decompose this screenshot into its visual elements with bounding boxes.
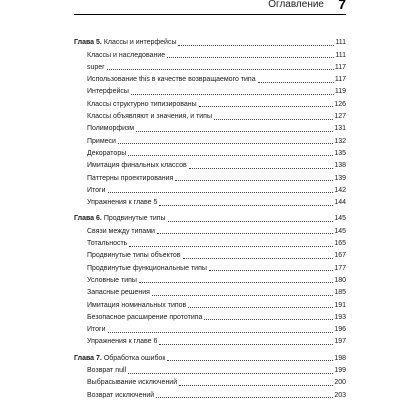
toc-entry-label	[74, 355, 166, 363]
header-title: Оглавление	[268, 0, 324, 10]
toc-page-number: 131	[334, 125, 346, 133]
toc-section-row	[74, 310, 346, 322]
toc-page-number: 145	[334, 227, 346, 235]
dot-leader	[118, 143, 333, 144]
dot-leader	[175, 180, 333, 181]
toc-section-row	[74, 60, 346, 72]
toc-section-row	[74, 223, 346, 235]
toc-page-number: 199	[334, 367, 346, 375]
toc-section-row	[74, 273, 346, 285]
toc-entry-label	[74, 101, 198, 109]
toc-entry-label	[74, 88, 130, 96]
dot-leader	[107, 69, 334, 70]
toc-page-number: 117	[334, 63, 346, 71]
dot-leader	[108, 332, 334, 333]
dot-leader	[178, 45, 334, 46]
toc-entry-title: Итоги	[87, 326, 106, 334]
dot-leader	[157, 233, 333, 234]
toc-page-number: 111	[335, 39, 346, 47]
toc-entry-title: Полиморфизм	[87, 125, 135, 133]
toc-chapter-row	[74, 350, 346, 362]
toc-entry-label	[74, 175, 174, 183]
toc-page-number: 193	[334, 313, 346, 321]
toc-chapter-row	[74, 211, 346, 223]
dot-leader	[214, 119, 333, 120]
toc-entry-title: Примеси	[87, 137, 116, 145]
toc-section-row	[74, 133, 346, 145]
toc-section-row	[74, 334, 346, 346]
running-header	[74, 0, 346, 15]
toc-entry-label	[74, 215, 167, 223]
table-of-contents	[74, 35, 346, 400]
toc-entry-title: Классы объявляют и значения, и типы	[87, 113, 213, 121]
toc-page-number: 126	[334, 100, 346, 108]
dot-leader	[189, 168, 334, 169]
toc-page-number: 117	[334, 76, 346, 84]
toc-page-number: 139	[334, 174, 346, 182]
toc-page-number: 200	[334, 379, 346, 387]
toc-section-row	[74, 146, 346, 158]
toc-section-row	[74, 322, 346, 334]
toc-section-row	[74, 375, 346, 387]
toc-page-number: 119	[334, 88, 346, 96]
toc-entry-label	[74, 252, 182, 260]
toc-entry-title: Имитация номинальных типов	[87, 301, 187, 309]
toc-entry-title: Итоги	[87, 186, 106, 194]
dot-leader	[159, 344, 333, 345]
toc-entry-label	[74, 52, 166, 60]
toc-entry-title: Возврат исключений	[87, 391, 155, 399]
toc-entry-title: Условные типы	[87, 276, 137, 284]
toc-entry-label	[74, 187, 107, 195]
toc-entry-label	[74, 367, 127, 375]
toc-page-number: 203	[334, 391, 346, 399]
toc-section-row	[74, 158, 346, 170]
toc-entry-title: Тотальность	[87, 240, 128, 248]
dot-leader	[159, 205, 333, 206]
toc-entry-title: Запасные решения	[87, 289, 150, 297]
dot-leader	[152, 295, 333, 296]
toc-section-row	[74, 84, 346, 96]
dot-leader	[136, 131, 333, 132]
toc-section-row	[74, 170, 346, 182]
toc-entry-title: Классы и наследование	[87, 51, 166, 59]
toc-entry-title: super	[87, 63, 105, 71]
toc-entry-title: Декораторы	[87, 149, 127, 157]
toc-page-number: 135	[334, 149, 346, 157]
toc-entry-label	[74, 338, 158, 346]
toc-entry-label	[74, 314, 203, 322]
toc-entry-label	[74, 125, 135, 133]
toc-entry-label	[74, 228, 156, 236]
toc-chapter-row	[74, 35, 346, 47]
toc-entry-label	[74, 326, 107, 334]
dot-leader	[128, 155, 333, 156]
toc-section-row	[74, 183, 346, 195]
toc-entry-label	[74, 138, 117, 146]
dot-leader	[156, 397, 333, 398]
dot-leader	[108, 192, 334, 193]
toc-entry-label	[74, 39, 177, 47]
page-number: 7	[338, 0, 346, 12]
toc-entry-title: Выбрасывание исключений	[87, 379, 178, 387]
dot-leader	[258, 82, 334, 83]
toc-section-row	[74, 121, 346, 133]
dot-leader	[204, 319, 333, 320]
toc-entry-label	[74, 289, 151, 297]
toc-entry-label	[74, 113, 213, 121]
toc-entry-label	[74, 162, 188, 170]
toc-section-row	[74, 363, 346, 375]
chapter-number: Глава 7.	[74, 354, 102, 362]
toc-section-row	[74, 285, 346, 297]
toc-section-row	[74, 195, 346, 207]
toc-entry-title: Возврат null	[87, 367, 127, 375]
toc-entry-title: Классы и интерфейсы	[103, 39, 177, 47]
toc-section-row	[74, 236, 346, 248]
toc-page-number: 191	[334, 301, 346, 309]
toc-page-number: 138	[334, 162, 346, 170]
toc-entry-title: Продвинутые функциональные типы	[87, 264, 207, 272]
dot-leader	[167, 360, 333, 361]
toc-page-number: 167	[334, 252, 346, 260]
toc-entry-title: Продвинутые типы	[103, 215, 166, 223]
toc-page-number: 180	[334, 276, 346, 284]
toc-section-row	[74, 72, 346, 84]
toc-page-number: 197	[334, 338, 346, 346]
toc-entry-label	[74, 240, 128, 248]
toc-section-row	[74, 260, 346, 272]
toc-entry-title: Упражнения к главе 6	[87, 338, 158, 346]
toc-page-number: 142	[334, 186, 346, 194]
toc-entry-label	[74, 302, 187, 310]
toc-entry-label	[74, 199, 158, 207]
toc-entry-title: Безопасное расширение прототипа	[87, 313, 203, 321]
toc-entry-label	[74, 64, 106, 72]
toc-page-number: 165	[334, 240, 346, 248]
toc-section-row	[74, 387, 346, 399]
toc-page-number: 111	[335, 51, 346, 59]
toc-page-number: 127	[334, 113, 346, 121]
toc-entry-label	[74, 392, 155, 400]
toc-entry-label	[74, 150, 127, 158]
toc-page-number: 144	[334, 199, 346, 207]
dot-leader	[167, 57, 334, 58]
toc-entry-title: Продвинутые типы объектов	[87, 252, 181, 260]
toc-entry-title: Обработка ошибок	[103, 354, 166, 362]
dot-leader	[129, 246, 333, 247]
toc-page-number: 185	[334, 289, 346, 297]
toc-section-row	[74, 109, 346, 121]
toc-entry-title: Упражнения к главе 5	[87, 199, 158, 207]
chapter-number: Глава 5.	[74, 39, 102, 47]
dot-leader	[209, 270, 333, 271]
dot-leader	[179, 385, 333, 386]
toc-entry-title: Классы структурно типизированы	[87, 100, 197, 108]
toc-page-number: 196	[334, 326, 346, 334]
toc-entry-title: Использование this в качестве возвращаемого типа	[87, 76, 256, 84]
dot-leader	[188, 307, 333, 308]
dot-leader	[168, 221, 334, 222]
toc-entry-title: Интерфейсы	[87, 88, 129, 96]
toc-entry-title: Имитация финальных классов	[87, 162, 187, 170]
toc-entry-label	[74, 76, 257, 84]
toc-section-row	[74, 96, 346, 108]
toc-entry-label	[74, 277, 138, 285]
dot-leader	[183, 258, 334, 259]
dot-leader	[199, 106, 334, 107]
toc-section-row	[74, 248, 346, 260]
toc-page-number: 177	[334, 264, 346, 272]
chapter-number: Глава 6.	[74, 215, 102, 223]
toc-section-row	[74, 47, 346, 59]
toc-entry-label	[74, 379, 178, 387]
toc-entry-label	[74, 265, 208, 273]
dot-leader	[128, 373, 333, 374]
toc-entry-title: Связи между типами	[87, 227, 155, 235]
toc-entry-title: Паттерны проектирования	[87, 174, 174, 182]
dot-leader	[139, 282, 333, 283]
dot-leader	[131, 94, 334, 95]
toc-page-number: 132	[334, 137, 346, 145]
toc-page-number: 145	[334, 215, 346, 223]
toc-page-number: 198	[334, 354, 346, 362]
toc-section-row	[74, 297, 346, 309]
